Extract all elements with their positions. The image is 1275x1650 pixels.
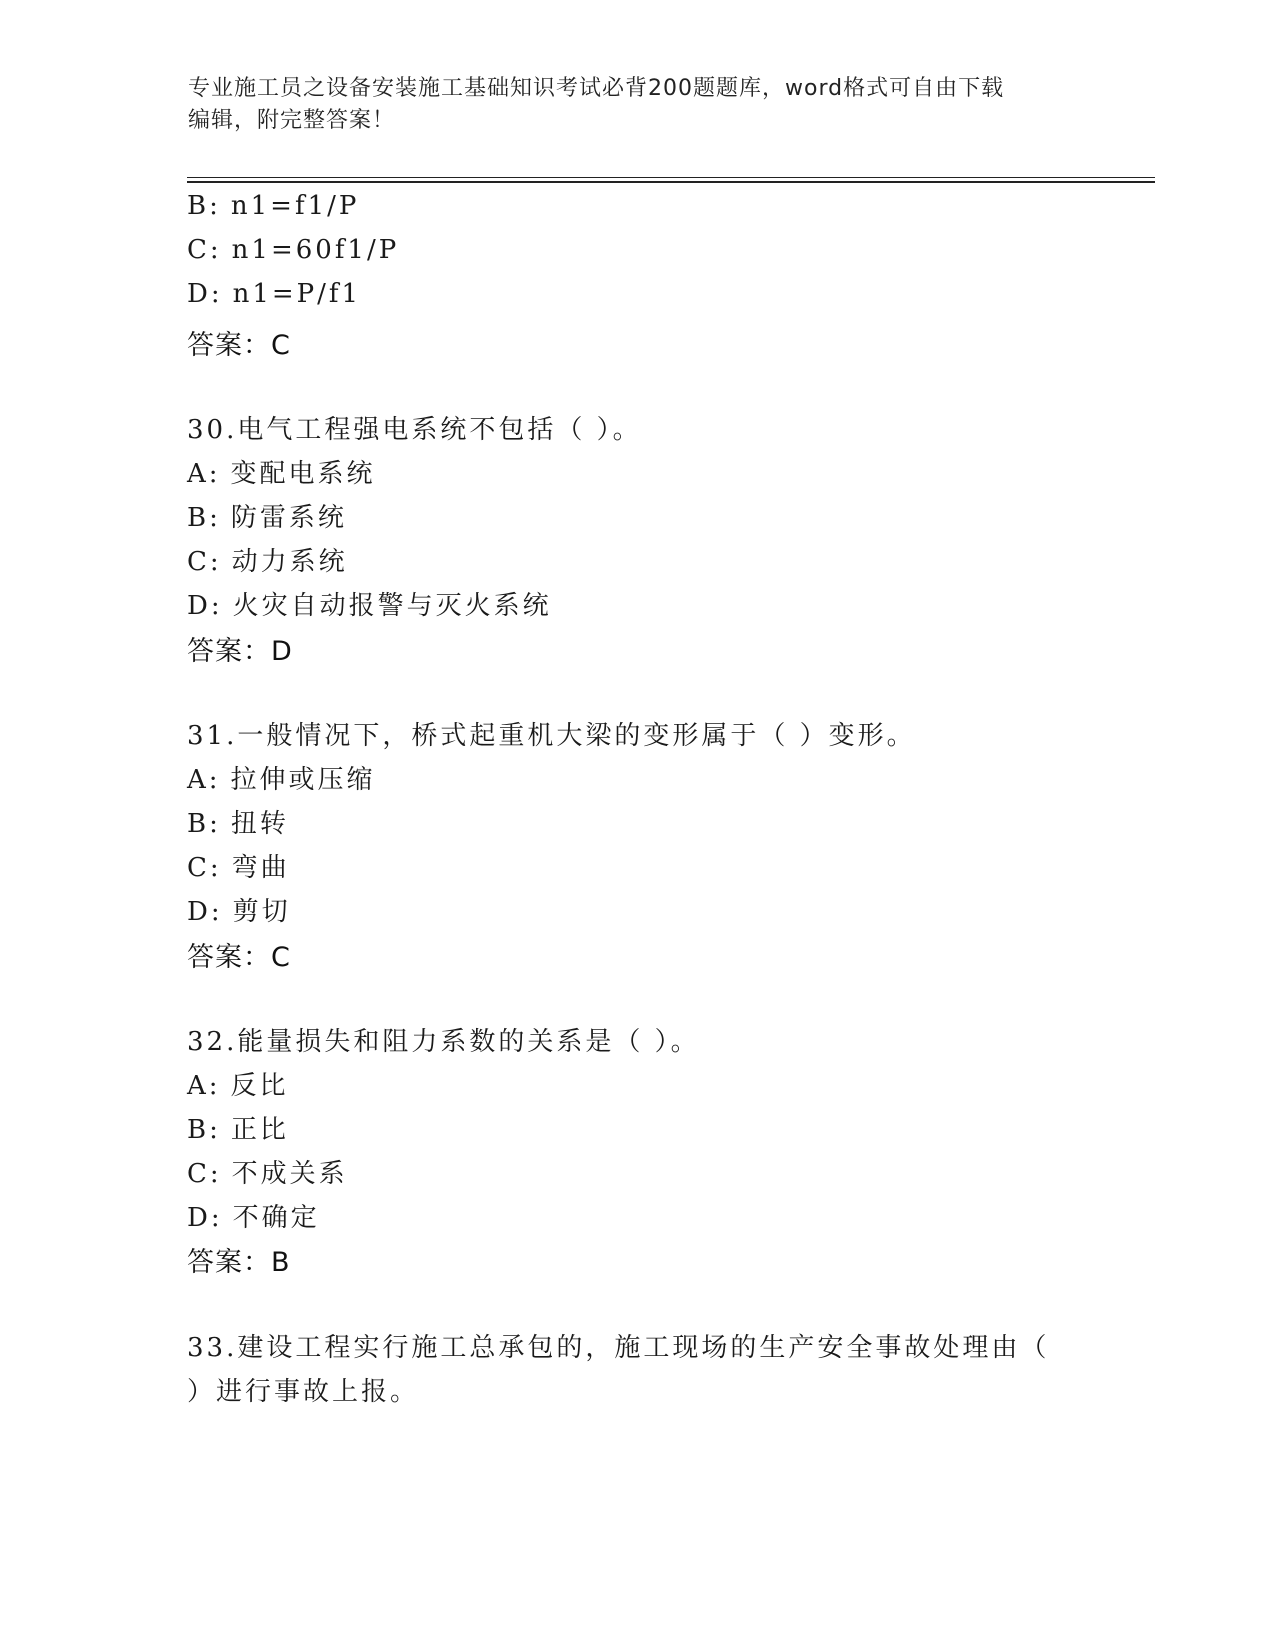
option-text: 动力系统: [231, 547, 348, 577]
option-text: n1=60f1/P: [231, 235, 400, 265]
option-letter: A:: [187, 459, 221, 489]
option-text: n1=f1/P: [230, 191, 360, 221]
option-line: [187, 1065, 289, 1102]
option-line: [187, 891, 291, 928]
option-line: [187, 497, 347, 534]
option-text: 拉伸或压缩: [230, 765, 376, 795]
document-header: [188, 73, 1088, 137]
option-text: 正比: [230, 1115, 289, 1145]
option-line: [187, 279, 361, 309]
answer-line: 答案：C: [187, 942, 291, 973]
option-letter: B:: [187, 1115, 221, 1145]
option-letter: A:: [187, 1071, 221, 1101]
option-line: [187, 803, 289, 840]
option-letter: D:: [187, 1203, 223, 1233]
option-text: 不确定: [232, 1203, 320, 1233]
option-line: [187, 1197, 320, 1234]
option-line: [187, 1109, 289, 1146]
header-divider-thin: [187, 177, 1155, 178]
option-text: 防雷系统: [230, 503, 347, 533]
option-letter: B:: [187, 809, 221, 839]
option-line: [187, 191, 359, 221]
option-line: [187, 235, 399, 265]
option-text: 变配电系统: [230, 459, 376, 489]
option-line: [187, 541, 348, 578]
option-line: [187, 453, 376, 490]
question-text-line-1: 33.建设工程实行施工总承包的，施工现场的生产安全事故处理由（: [187, 1333, 1050, 1363]
option-letter: D:: [187, 897, 223, 927]
option-text: 火灾自动报警与灭火系统: [232, 591, 552, 621]
option-letter: C:: [187, 235, 222, 265]
option-text: 扭转: [230, 809, 289, 839]
answer-line: 答案：C: [187, 330, 291, 361]
option-text: 反比: [230, 1071, 289, 1101]
option-letter: D:: [187, 279, 223, 309]
option-text: n1=P/f1: [232, 279, 362, 309]
answer-line: 答案：D: [187, 636, 293, 667]
option-line: [187, 847, 290, 884]
option-letter: D:: [187, 591, 223, 621]
question-text: 30.电气工程强电系统不包括（ ）。: [187, 415, 642, 445]
option-letter: C:: [187, 1159, 222, 1189]
option-text: 剪切: [232, 897, 291, 927]
option-line: [187, 1153, 348, 1190]
option-text: 弯曲: [231, 853, 290, 883]
question-text-line-2: ）进行事故上报。: [187, 1377, 420, 1407]
option-text: 不成关系: [231, 1159, 348, 1189]
option-line: [187, 585, 552, 622]
question-text: 32.能量损失和阻力系数的关系是（ ）。: [187, 1027, 700, 1057]
header-line-1: 专业施工员之设备安装施工基础知识考试必背200题题库，word格式可自由下载: [188, 76, 1005, 101]
option-letter: C:: [187, 853, 222, 883]
option-letter: B:: [187, 191, 221, 221]
header-divider-thick: [187, 181, 1155, 183]
option-letter: C:: [187, 547, 222, 577]
answer-line: 答案：B: [187, 1247, 291, 1278]
option-line: [187, 759, 376, 796]
option-letter: A:: [187, 765, 221, 795]
header-line-2: 编辑，附完整答案！: [188, 108, 396, 133]
option-letter: B:: [187, 503, 221, 533]
question-text: 31.一般情况下，桥式起重机大梁的变形属于（ ）变形。: [187, 721, 916, 751]
